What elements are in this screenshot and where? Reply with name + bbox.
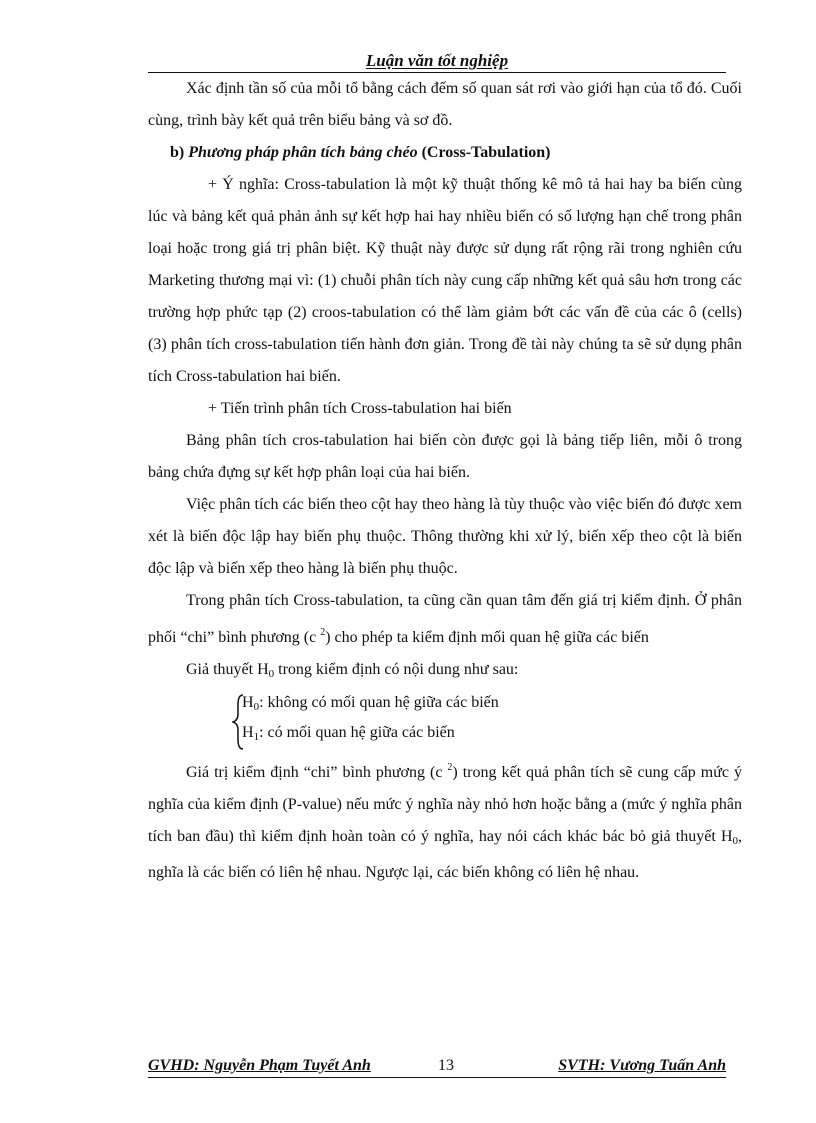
h1-text: : có mối quan hệ giữa các biến <box>259 724 455 741</box>
concl-subscript: 0 <box>732 835 738 847</box>
section-b-bold-title: (Cross-Tabulation) <box>417 144 551 161</box>
h0-letter: H <box>242 694 254 711</box>
page-number: 13 <box>438 1057 454 1074</box>
concl-text-b: ) trong kết quả phân tích sẽ cung cấp mức ý nghĩa của kiểm định (P-value) nếu mức ý nghĩa này nhỏ hơn hoặc bằng a (mức ý nghĩa phân tích ban đầu) thì kiểm định hoàn toàn có ý nghĩa, hay nói cách khác bác bỏ giả thuyết H <box>148 764 742 845</box>
hyp-subscript: 0 <box>268 668 275 680</box>
page-body <box>148 73 742 889</box>
concl-text-c: , nghĩa là các biến có liên hệ nhau. Ngược lại, các biến không có liên hệ nhau. <box>148 828 742 881</box>
chi-superscript: 2 <box>320 627 326 638</box>
hyp-text-b: trong kiểm định có nội dung như sau: <box>274 661 519 678</box>
h1-letter: H <box>242 724 254 741</box>
footer-advisor: GVHD: Nguyễn Phạm Tuyết Anh <box>148 1057 371 1074</box>
hyp-text-a: Giả thuyết H <box>186 661 269 678</box>
concl-superscript: 2 <box>447 762 453 773</box>
hypothesis-h0 <box>242 688 499 722</box>
section-b-prefix: b) <box>170 144 189 161</box>
paragraph-contingency: Bảng phân tích cros-tabulation hai biến còn được gọi là bảng tiếp liên, mỗi ô trong bảng chứa đựng sự kết hợp phân loại của hai biến. <box>148 432 742 481</box>
section-b-italic-title: Phương pháp phân tích bảng chéo <box>188 144 418 161</box>
header-title: Luận văn tốt nghiệp <box>365 51 509 70</box>
h1-subscript: 1 <box>253 731 260 743</box>
h0-text: : không có mối quan hệ giữa các biến <box>259 694 499 711</box>
chi-text-b: ) cho phép ta kiểm định mối quan hệ giữa các biến <box>325 629 649 646</box>
hypothesis-h1 <box>242 718 455 752</box>
page-footer <box>148 1055 726 1078</box>
paragraph-process: + Tiến trình phân tích Cross-tabulation hai biến <box>208 400 512 417</box>
hypothesis-brace-block <box>232 688 742 752</box>
chi-text-a: Trong phân tích Cross-tabulation, ta cũng cần quan tâm đến giá trị kiểm định. Ở phân phối “chi” bình phương (c <box>148 592 742 646</box>
footer-student: SVTH: Vương Tuấn Anh <box>558 1057 726 1074</box>
section-heading-b <box>148 137 742 169</box>
paragraph-hypothesis <box>148 654 742 690</box>
paragraph-conclusion <box>148 752 742 889</box>
concl-text-a: Giá trị kiểm định “chi” bình phương (c <box>186 764 448 781</box>
h0-subscript: 0 <box>253 701 260 713</box>
paragraph-frequency: Xác định tần số của mỗi tổ bằng cách đếm số quan sát rơi vào giới hạn của tổ đó. Cuối cùng, trình bày kết quả trên biểu bảng và sơ đồ. <box>148 80 742 129</box>
paragraph-meaning: + Ý nghĩa: Cross-tabulation là một kỹ thuật thống kê mô tả hai hay ba biến cùng lúc và bảng kết quả phản ảnh sự kết hợp hai hay nhiều biến có số lượng hạn chế trong phân loại hoặc trong giá trị phân biệt. Kỹ thuật này được sử dụng rất rộng rãi trong nghiên cứu Marketing thương mại vì: (1) chuỗi phân tích này cung cấp những kết quả sâu hơn trong các trường hợp phức tạp (2) croos-tabulation có thể làm giảm bớt các vấn đề của các ô (cells) (3) phân tích cross-tabulation tiến hành đơn giản. Trong đề tài này chúng ta sẽ sử dụng phân tích Cross-tabulation hai biến. <box>148 176 742 385</box>
page-header <box>148 50 726 73</box>
paragraph-chi-square <box>148 585 742 654</box>
paragraph-columns-rows: Việc phân tích các biến theo cột hay theo hàng là tùy thuộc vào việc biến đó được xem xét là biến độc lập hay biến phụ thuộc. Thông thường khi xử lý, biến xếp theo cột là biến độc lập và biến xếp theo hàng là biến phụ thuộc. <box>148 496 742 577</box>
